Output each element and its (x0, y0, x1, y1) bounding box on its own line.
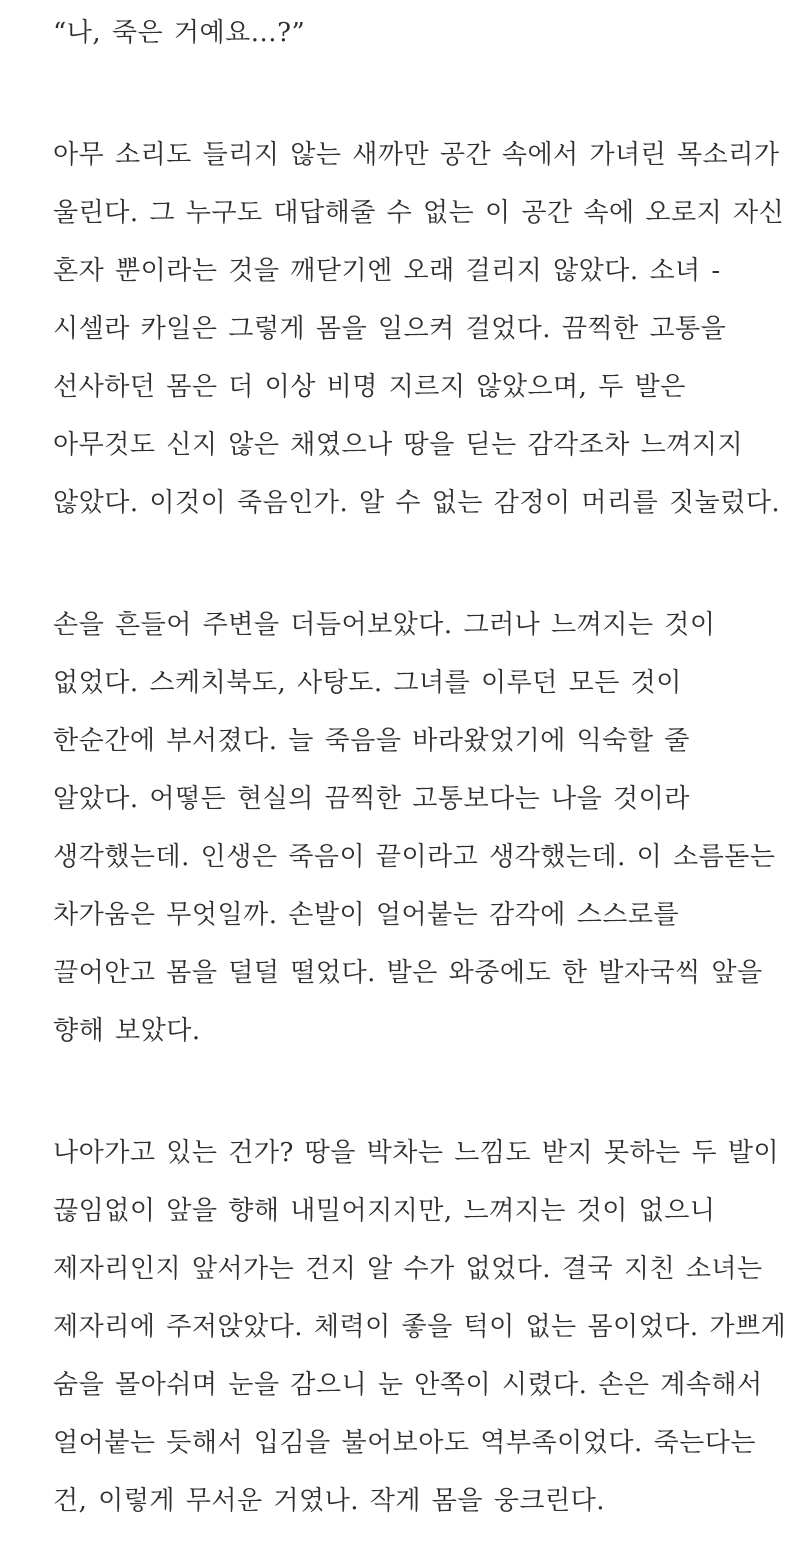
text-line: 한순간에 부서졌다. 늘 죽음을 바라왔었기에 익숙할 줄 (53, 726, 690, 756)
text-line: “나, 죽은 거예요...?” (53, 18, 306, 48)
text-line: 건, 이렇게 무서운 거였나. 작게 몸을 웅크린다. (53, 1486, 605, 1516)
text-line: 끊임없이 앞을 향해 내밀어지지만, 느껴지는 것이 없으니 (53, 1196, 716, 1226)
text-line: 제자리에 주저앉았다. 체력이 좋을 턱이 없는 몸이었다. 가쁘게 (53, 1312, 787, 1342)
text-line: 제자리인지 앞서가는 건지 알 수가 없었다. 결국 지친 소녀는 (53, 1254, 763, 1284)
text-line: 향해 보았다. (53, 1016, 201, 1046)
paragraph-body-1 (53, 126, 785, 532)
text-line: 않았다. 이것이 죽음인가. 알 수 없는 감정이 머리를 짓눌렀다. (53, 488, 781, 518)
text-line: 아무것도 신지 않은 채였으나 땅을 딛는 감각조차 느껴지지 (53, 430, 744, 460)
text-line: 나아가고 있는 건가? 땅을 박차는 느낌도 받지 못하는 두 발이 (53, 1138, 780, 1168)
text-line: 선사하던 몸은 더 이상 비명 지르지 않았으며, 두 발은 (53, 372, 686, 402)
text-line: 없었다. 스케치북도, 사탕도. 그녀를 이루던 모든 것이 (53, 668, 682, 698)
text-line: 얼어붙는 듯해서 입김을 불어보아도 역부족이었다. 죽는다는 (53, 1428, 756, 1458)
text-line: 손을 흔들어 주변을 더듬어보았다. 그러나 느껴지는 것이 (53, 610, 716, 640)
text-line: 울린다. 그 누구도 대답해줄 수 없는 이 공간 속에 오로지 자신 (53, 198, 785, 228)
paragraph-body-2 (53, 596, 776, 1060)
text-line: 생각했는데. 인생은 죽음이 끝이라고 생각했는데. 이 소름돋는 (53, 842, 776, 872)
text-line: 아무 소리도 들리지 않는 새까만 공간 속에서 가녀린 목소리가 (53, 140, 780, 170)
paragraph-dialogue (53, 4, 750, 62)
text-line: 알았다. 어떻든 현실의 끔찍한 고통보다는 나을 것이라 (53, 784, 690, 814)
text-line: 차가움은 무엇일까. 손발이 얼어붙는 감각에 스스로를 (53, 900, 680, 930)
text-line: 끌어안고 몸을 덜덜 떨었다. 발은 와중에도 한 발자국씩 앞을 (53, 958, 763, 988)
paragraph-body-3 (53, 1124, 787, 1530)
text-line: 혼자 뿐이라는 것을 깨닫기엔 오래 걸리지 않았다. 소녀 - (53, 256, 721, 286)
text-line: 숨을 몰아쉬며 눈을 감으니 눈 안쪽이 시렸다. 손은 계속해서 (53, 1370, 763, 1400)
text-line: 시셀라 카일은 그렇게 몸을 일으켜 걸었다. 끔찍한 고통을 (53, 314, 727, 344)
